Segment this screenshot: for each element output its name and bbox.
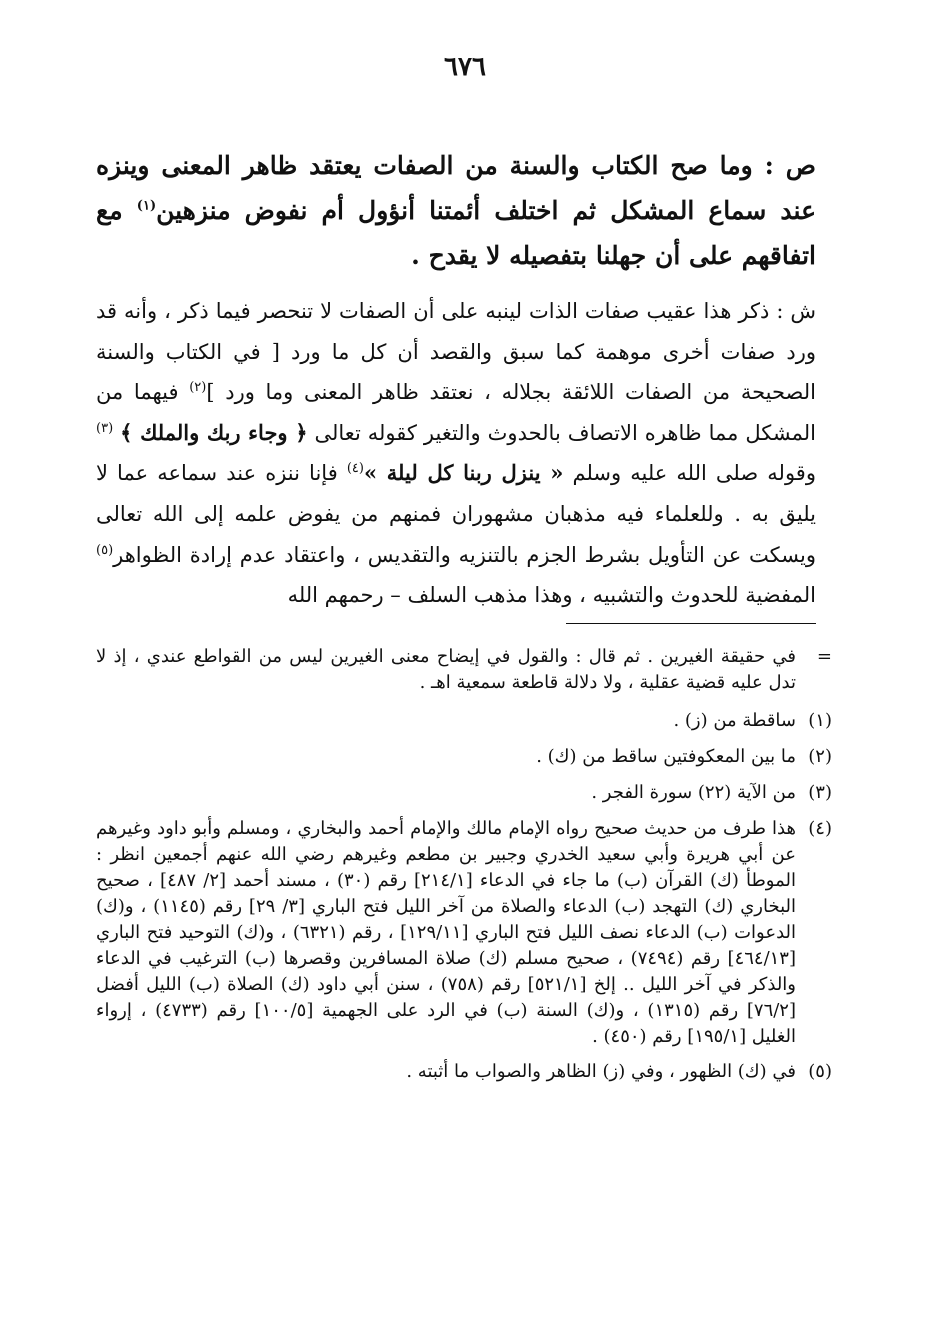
sharh-paragraph: [96, 291, 816, 616]
footnote-text: من الآية (٢٢) سورة الفجر .: [591, 782, 796, 803]
footnote-text: هذا طرف من حديث صحيح رواه الإمام مالك والإمام أحمد والبخاري ، ومسلم وأبو داود وغيرهم عن أبي هريرة وأبي سعيد الخدري وجبير بن مطعم وغيرهم رضي الله عنهم أجمعين انظر : الموطأ (ك) القرآن (ب) ما جاء في الدعاء [٢١٤/١] رقم (٣٠) ، مسند أحمد [٢/ ٤٨٧] ، صحيح البخاري (ك) التهجد (ب) الدعاء والصلاة من آخر الليل فتح الباري [٣/ ٢٩] رقم (١١٤٥) ، و(ك) الدعوات (ب) الدعاء نصف الليل فتح الباري [١٢٩/١١] ، رقم (٦٣٢١) ، و(ك) التوحيد فتح الباري [٤٦٤/١٣] رقم (٧٤٩٤) ، صحيح مسلم (ك) صلاة المسافرين وقصرها (ب) الترغيب في الدعاء والذكر في آخر الليل .. إلخ [٥٢١/١] رقم (٧٥٨) ، سنن أبي داود (ك) الصلاة (ب) الليل أفضل [٧٦/٢] رقم (١٣١٥) ، و(ك) السنة (ب) في الرد على الجهمية [١٠٠/٥] رقم (٤٧٣٣) ، إرواء الغليل [١٩٥/١] رقم (٤٥٠) .: [96, 818, 797, 1047]
matn-text: مع اتفاقهم على أن جهلنا بتفصيله لا يقدح .: [96, 196, 816, 270]
matn-paragraph: [96, 143, 816, 278]
footnote-marker: (٤): [808, 818, 832, 839]
footnote-2: [96, 744, 832, 770]
footnote-ref-1: (١): [136, 198, 157, 214]
footnote-marker: (٣): [808, 782, 832, 803]
sharh-text: فإنا ننزه عند سماعه عما لا يليق به . وللعلماء فيه مذهبان مشهوران فمنهم من يفوض علمه إلى الله تعالى ويسكت عن التأويل بشرط الجزم بالتنزيه والتقديس ، واعتقاد عدم إرادة الظواهر: [96, 461, 816, 567]
footnote-ref-5: (٥): [96, 542, 114, 558]
footnote-ref-2: (٢): [189, 380, 207, 396]
footnotes-section: [96, 644, 832, 1085]
page-number: ٦٧٦: [444, 52, 486, 82]
footnote-text: ما بين المعكوفتين ساقط من (ك) .: [536, 746, 796, 767]
footnote-text: ساقطة من (ز) .: [673, 710, 796, 731]
footnote-1: [96, 708, 832, 734]
footnote-ref-4: (٤): [346, 461, 364, 477]
footnote-text: في حقيقة الغيرين . ثم قال : والقول في إيضاح معنى الغيرين ليس من القواطع عندي ، إذ لا تدل عليه قضية عقلية ، ولا دلالة قاطعة سمعية اهـ .: [96, 646, 796, 693]
sharh-text: المفضية للحدوث والتشبيه ، وهذا مذهب السلف – رحمهم الله: [287, 583, 816, 608]
footnote-marker: =: [816, 646, 832, 667]
quran-quote: ﴿ وجاء ربك والملك ﴾: [120, 419, 308, 445]
footnote-5: [96, 1059, 832, 1085]
footnote-marker: (٢): [808, 746, 832, 767]
footnote-text: في (ك) الظهور ، وفي (ز) الظاهر والصواب ما أثبته .: [406, 1061, 796, 1082]
footnote-4: [96, 816, 832, 1050]
footnote-continuation: [96, 644, 832, 696]
hadith-quote: « ينزل ربنا كل ليلة »: [363, 460, 564, 486]
footnote-separator: [566, 623, 816, 624]
matn-text: ص : وما صح الكتاب والسنة من الصفات يعتقد ظاهر المعنى وينزه عند سماع المشكل ثم اختلف أئمتنا أنؤول أم نفوض منزهين: [96, 151, 816, 225]
sharh-text: فيهما من المشكل مما ظاهره الاتصاف بالحدوث والتغير كقوله تعالى: [96, 380, 816, 445]
sharh-text: ش : ذكر هذا عقيب صفات الذات لينبه على أن الصفات لا تنحصر فيما ذكر ، وأنه قد ورد صفات أخرى موهمة كما سبق والقصد أن كل ما ورد [ في الكتاب والسنة الصحيحة من الصفات اللائقة بجلاله ، نعتقد ظاهر المعنى وما ورد ]: [96, 299, 816, 405]
footnote-ref-3: (٣): [96, 420, 114, 436]
sharh-text: وقوله صلى الله عليه وسلم: [563, 461, 816, 486]
footnote-3: [96, 780, 832, 806]
footnote-marker: (٥): [808, 1061, 832, 1082]
footnote-marker: (١): [808, 710, 832, 731]
